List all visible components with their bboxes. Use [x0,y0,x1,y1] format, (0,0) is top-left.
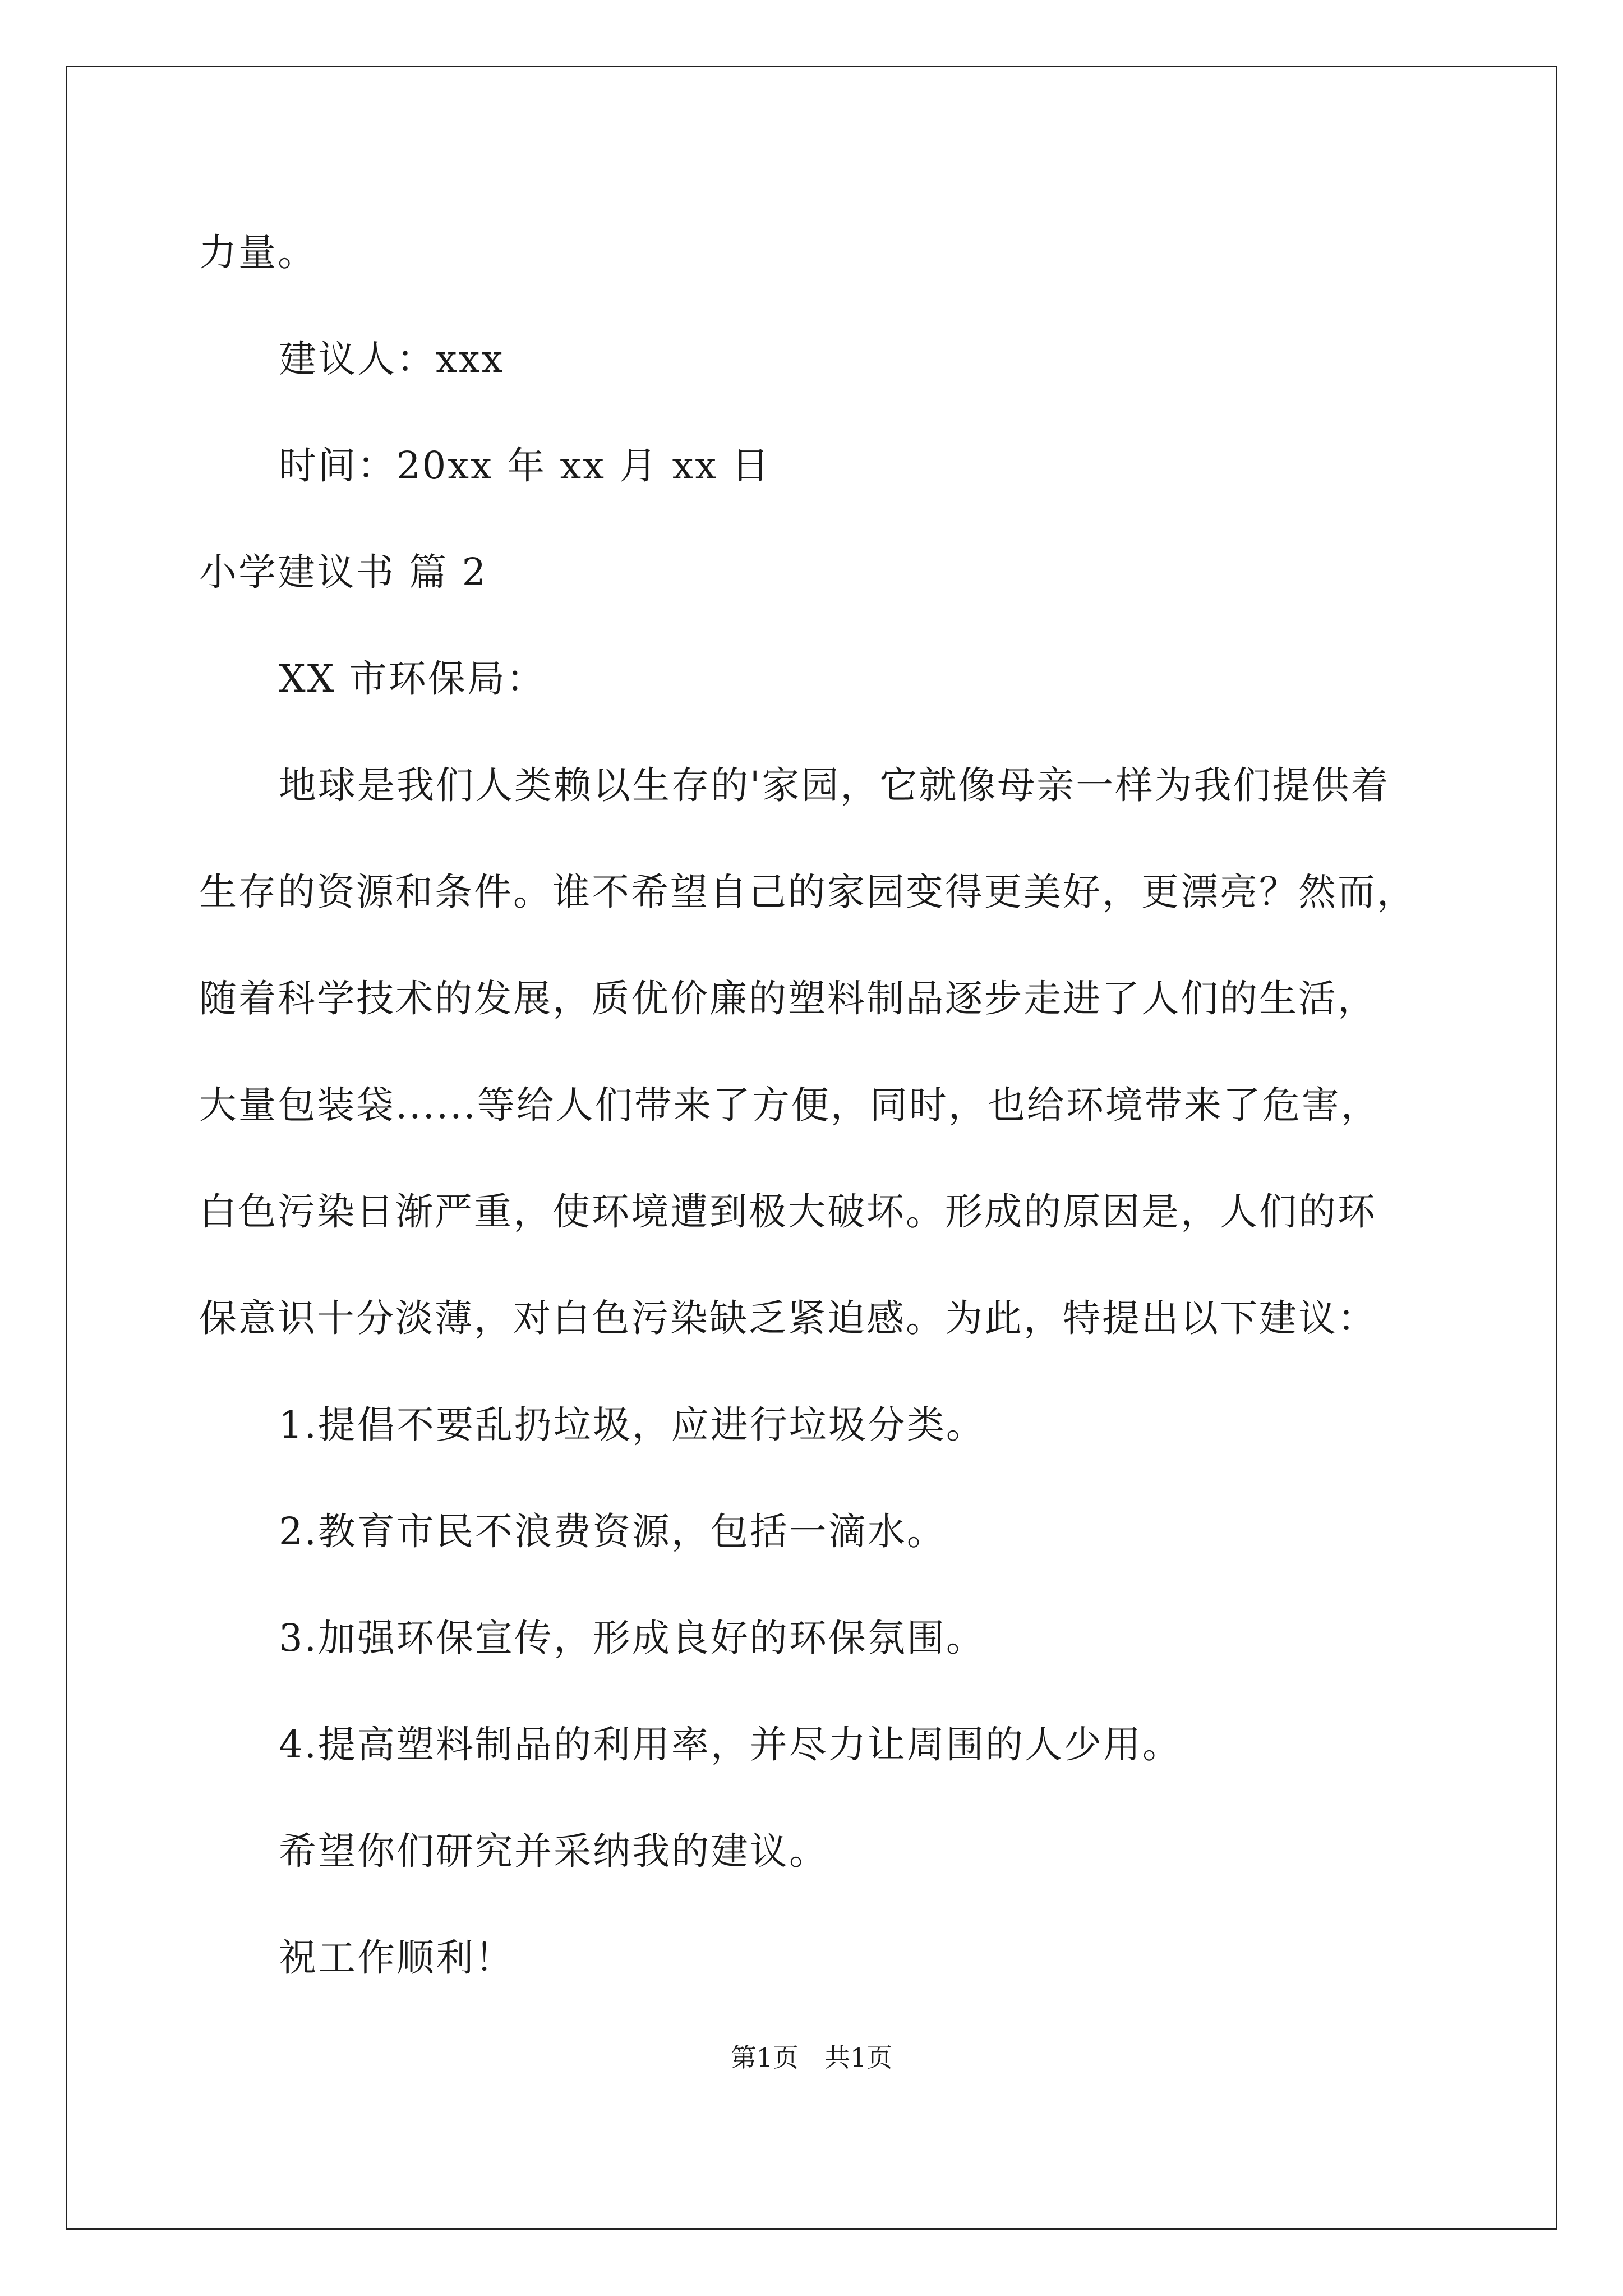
text-line-date: 时间：20xx 年 xx 月 xx 日 [279,444,771,487]
closing-wish: 祝工作顺利！ [279,1936,514,1980]
section-heading: 小学建议书 篇 2 [199,550,488,594]
text-line-continuation: 力量。 [199,231,317,274]
list-item: 3.加强环保宣传，形成良好的环保氛围。 [279,1616,985,1660]
list-item: 4.提高塑料制品的利用率，并尽力让周围的人少用。 [279,1723,1182,1766]
text-line-proposer: 建议人：xxx [279,337,505,381]
paragraph-line: 地球是我们人类赖以生存的'家园，它就像母亲一样为我们提供着 [279,763,1390,807]
list-item: 1.提倡不要乱扔垃圾，应进行垃圾分类。 [279,1403,985,1447]
list-item: 2.教育市民不浪费资源，包括一滴水。 [279,1510,946,1553]
paragraph-line: 生存的资源和条件。谁不希望自己的家园变得更美好，更漂亮？然而， [199,870,1416,914]
salutation: XX 市环保局： [279,657,546,701]
page-border [66,66,1557,2230]
paragraph-line: 随着科学技术的发展，质优价廉的塑料制品逐步走进了人们的生活， [199,977,1377,1020]
paragraph-line: 白色污染日渐严重，使环境遭到极大破坏。形成的原因是，人们的环 [199,1190,1377,1234]
paragraph-line: 保意识十分淡薄，对白色污染缺乏紧迫感。为此，特提出以下建议： [199,1296,1377,1340]
closing-line: 希望你们研究并采纳我的建议。 [279,1829,828,1873]
paragraph-line: 大量包装袋......等给人们带来了方便，同时，也给环境带来了危害， [199,1083,1380,1127]
page-footer: 第1页 共1页 [730,2042,893,2073]
